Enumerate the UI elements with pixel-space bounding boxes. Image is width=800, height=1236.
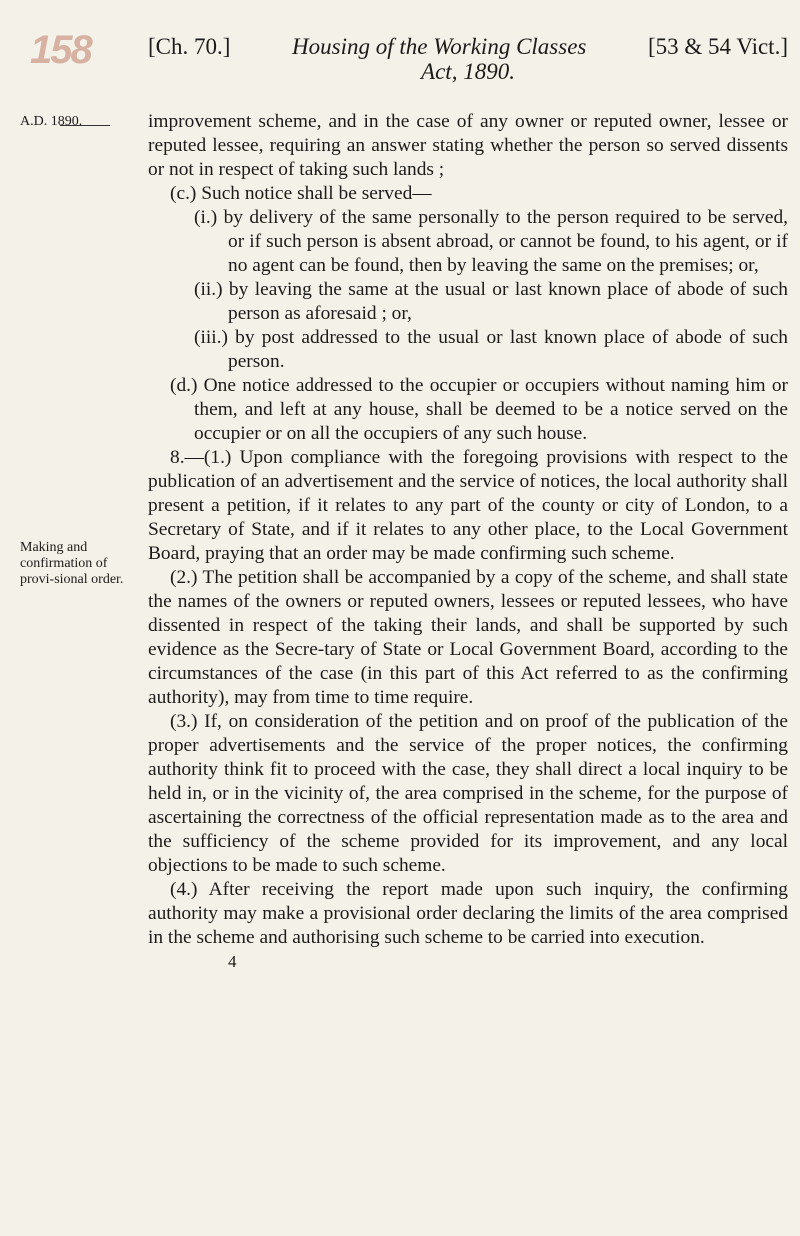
section-8-4: (4.) After receiving the report made upon such inquiry, the confirming authority may make a provisional order declaring the limits of the area comprised in the scheme and authorising such scheme to be carried into execution. <box>148 879 788 948</box>
clause-c-i: (i.) by delivery of the same personally to the person required to be served, or if such person is absent abroad, or cannot be found, to his agent, or if no agent can be found, then by leaving the same on the premises; or, <box>194 207 788 276</box>
regnal-year: [53 & 54 Vict.] <box>647 34 788 59</box>
chapter-ref: [Ch. 70.] <box>148 34 231 59</box>
clause-c-iii: (iii.) by post addressed to the usual or last known place of abode of such person. <box>194 327 788 372</box>
clause-c-ii: (ii.) by leaving the same at the usual or last known place of abode of such person as aforesaid ; or, <box>194 279 788 324</box>
section-8-1: 8.—(1.) Upon compliance with the foregoing provisions with respect to the publication of an advertisement and the service of notices, the local authority shall present a petition, if it relates to any part of the county or city of London, to a Secretary of State, and if it relates to any other place, to the Local Government Board, praying that an order may be made confirming such scheme. <box>148 447 788 564</box>
body-text <box>148 110 788 974</box>
clause-d: (d.) One notice addressed to the occupier or occupiers without naming him or them, and left at any house, shall be deemed to be a notice served on the occupier or on all the occupiers of any such house. <box>170 375 788 444</box>
act-subtitle: Act, 1890. <box>421 59 515 84</box>
paragraph-continued: improvement scheme, and in the case of any owner or reputed owner, lessee or reputed lessee, requiring an answer stating whether the person so served dissents or not in respect of taking such lands ; <box>148 111 788 180</box>
margin-note-section-8: Making and confirmation of provi-sional order. <box>20 540 124 587</box>
margin-rule <box>60 125 110 126</box>
running-header <box>148 34 788 84</box>
margin-year: A.D. 1890. <box>20 114 83 129</box>
signature-mark: 4 <box>228 952 237 971</box>
section-8-2: (2.) The petition shall be accompanied by a copy of the scheme, and shall state the names of the owners or reputed owners, lessees or reputed lessees, who have dissented in respect of the taking their lands, and shall be supported by such evidence as the Secre-tary of State or Local Government Board, according to the circumstances of the case (in this part of this Act referred to as the confirming authority), may from time to time require. <box>148 567 788 708</box>
act-title: Housing of the Working Classes <box>292 34 587 59</box>
page-number: 158 <box>30 28 91 72</box>
section-8-3: (3.) If, on consideration of the petition and on proof of the publication of the proper advertisements and the service of the proper notices, the confirming authority think fit to proceed with the case, they shall direct a local inquiry to be held in, or in the vicinity of, the area comprised in the scheme, for the purpose of ascertaining the correctness of the official representation made as to the area and the sufficiency of the scheme provided for its improvement, and any local objections to be made to such scheme. <box>148 711 788 876</box>
clause-c: (c.) Such notice shall be served— <box>170 183 432 204</box>
